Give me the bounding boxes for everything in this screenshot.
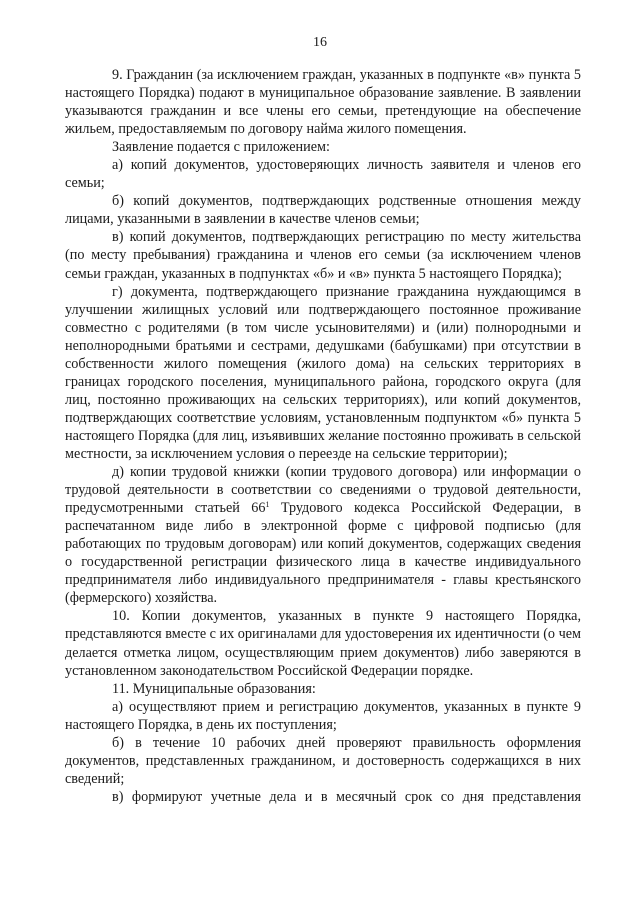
- superscript-article-index: 1: [265, 500, 270, 510]
- page-number: 16: [313, 35, 327, 50]
- paragraph-attachments-intro: Заявление подается с приложением:: [112, 139, 330, 156]
- paragraph-9-d-text-end: Трудового кодекса Российской Федерации, в распечатанном виде либо в электронной форме с цифровой подписью (для работающих по трудовым договорам) или копий документов, содержащих сведения о государственной регистрации физического лица в качестве индивидуального предпринимателя либо индивидуального предпринимателя - главы крестьянского (фермерского) хозяйства.: [65, 500, 581, 607]
- paragraph-9-g: г) документа, подтверждающего признание гражданина нуждающимся в улучшении жилищных условий или подтверждающего постоянное проживание совместно с родителями (в том числе усыновителями) и (или) полнородными и неполнородными братьями и сестрами, дедушками (бабушками) при отсутствии в собственности жилого помещения (жилого дома) на сельских территориях в границах городского поселения, муниципального района, городского округа (для лиц, постоянно проживающих на сельских территориях), или копий документов, подтверждающих соответствие условиям, установленным подпунктом «б» пункта 5 настоящего Порядка (для лиц, изъявивших желание постоянно проживать в сельской местности, за исключением условия о переезде на сельские территории);: [65, 283, 581, 462]
- paragraph-10: 10. Копии документов, указанных в пункте 9 настоящего Порядка, представляются вместе с их оригиналами для удостоверения их идентичности (о чем делается отметка лицом, осуществляющим прием документов) либо заверяются в установленном законодательством Российской Федерации порядке.: [65, 608, 581, 679]
- document-body: [65, 66, 581, 806]
- paragraph-9-b: б) копий документов, подтверждающих родственные отношения между лицами, указанными в заявлении в качестве членов семьи;: [65, 193, 581, 228]
- paragraph-9-v: в) копий документов, подтверждающих регистрацию по месту жительства (по месту пребывания) гражданина и членов его семьи (за исключением членов семьи граждан, указанных в подпунктах «б» и «в» пункта 5 настоящего Порядка);: [65, 229, 581, 282]
- paragraph-11-v: в) формируют учетные дела и в месячный срок со дня представления: [112, 788, 581, 805]
- paragraph-9-d: [65, 463, 581, 607]
- paragraph-9-d-text-start: д) копии трудовой книжки (копии трудового договора) или информации о трудовой деятельности в соответствии со сведениями о трудовой деятельности, предусмотренными статьей 66: [65, 464, 581, 517]
- paragraph-11: 11. Муниципальные образования:: [112, 680, 316, 697]
- paragraph-11-b: б) в течение 10 рабочих дней проверяют правильность оформления документов, представленных гражданином, и достоверность содержащихся в них сведений;: [65, 734, 581, 787]
- paragraph-9: 9. Гражданин (за исключением граждан, указанных в подпункте «в» пункта 5 настоящего Порядка) подают в муниципальное образование заявление. В заявлении указываются гражданин и все члены его семьи, претендующие на обеспечение жильем, предоставляемым по договору найма жилого помещения.: [65, 67, 581, 138]
- paragraph-11-a: а) осуществляют прием и регистрацию документов, указанных в пункте 9 настоящего Порядка, в день их поступления;: [65, 698, 581, 733]
- paragraph-9-a: а) копий документов, удостоверяющих личность заявителя и членов его семьи;: [65, 157, 581, 192]
